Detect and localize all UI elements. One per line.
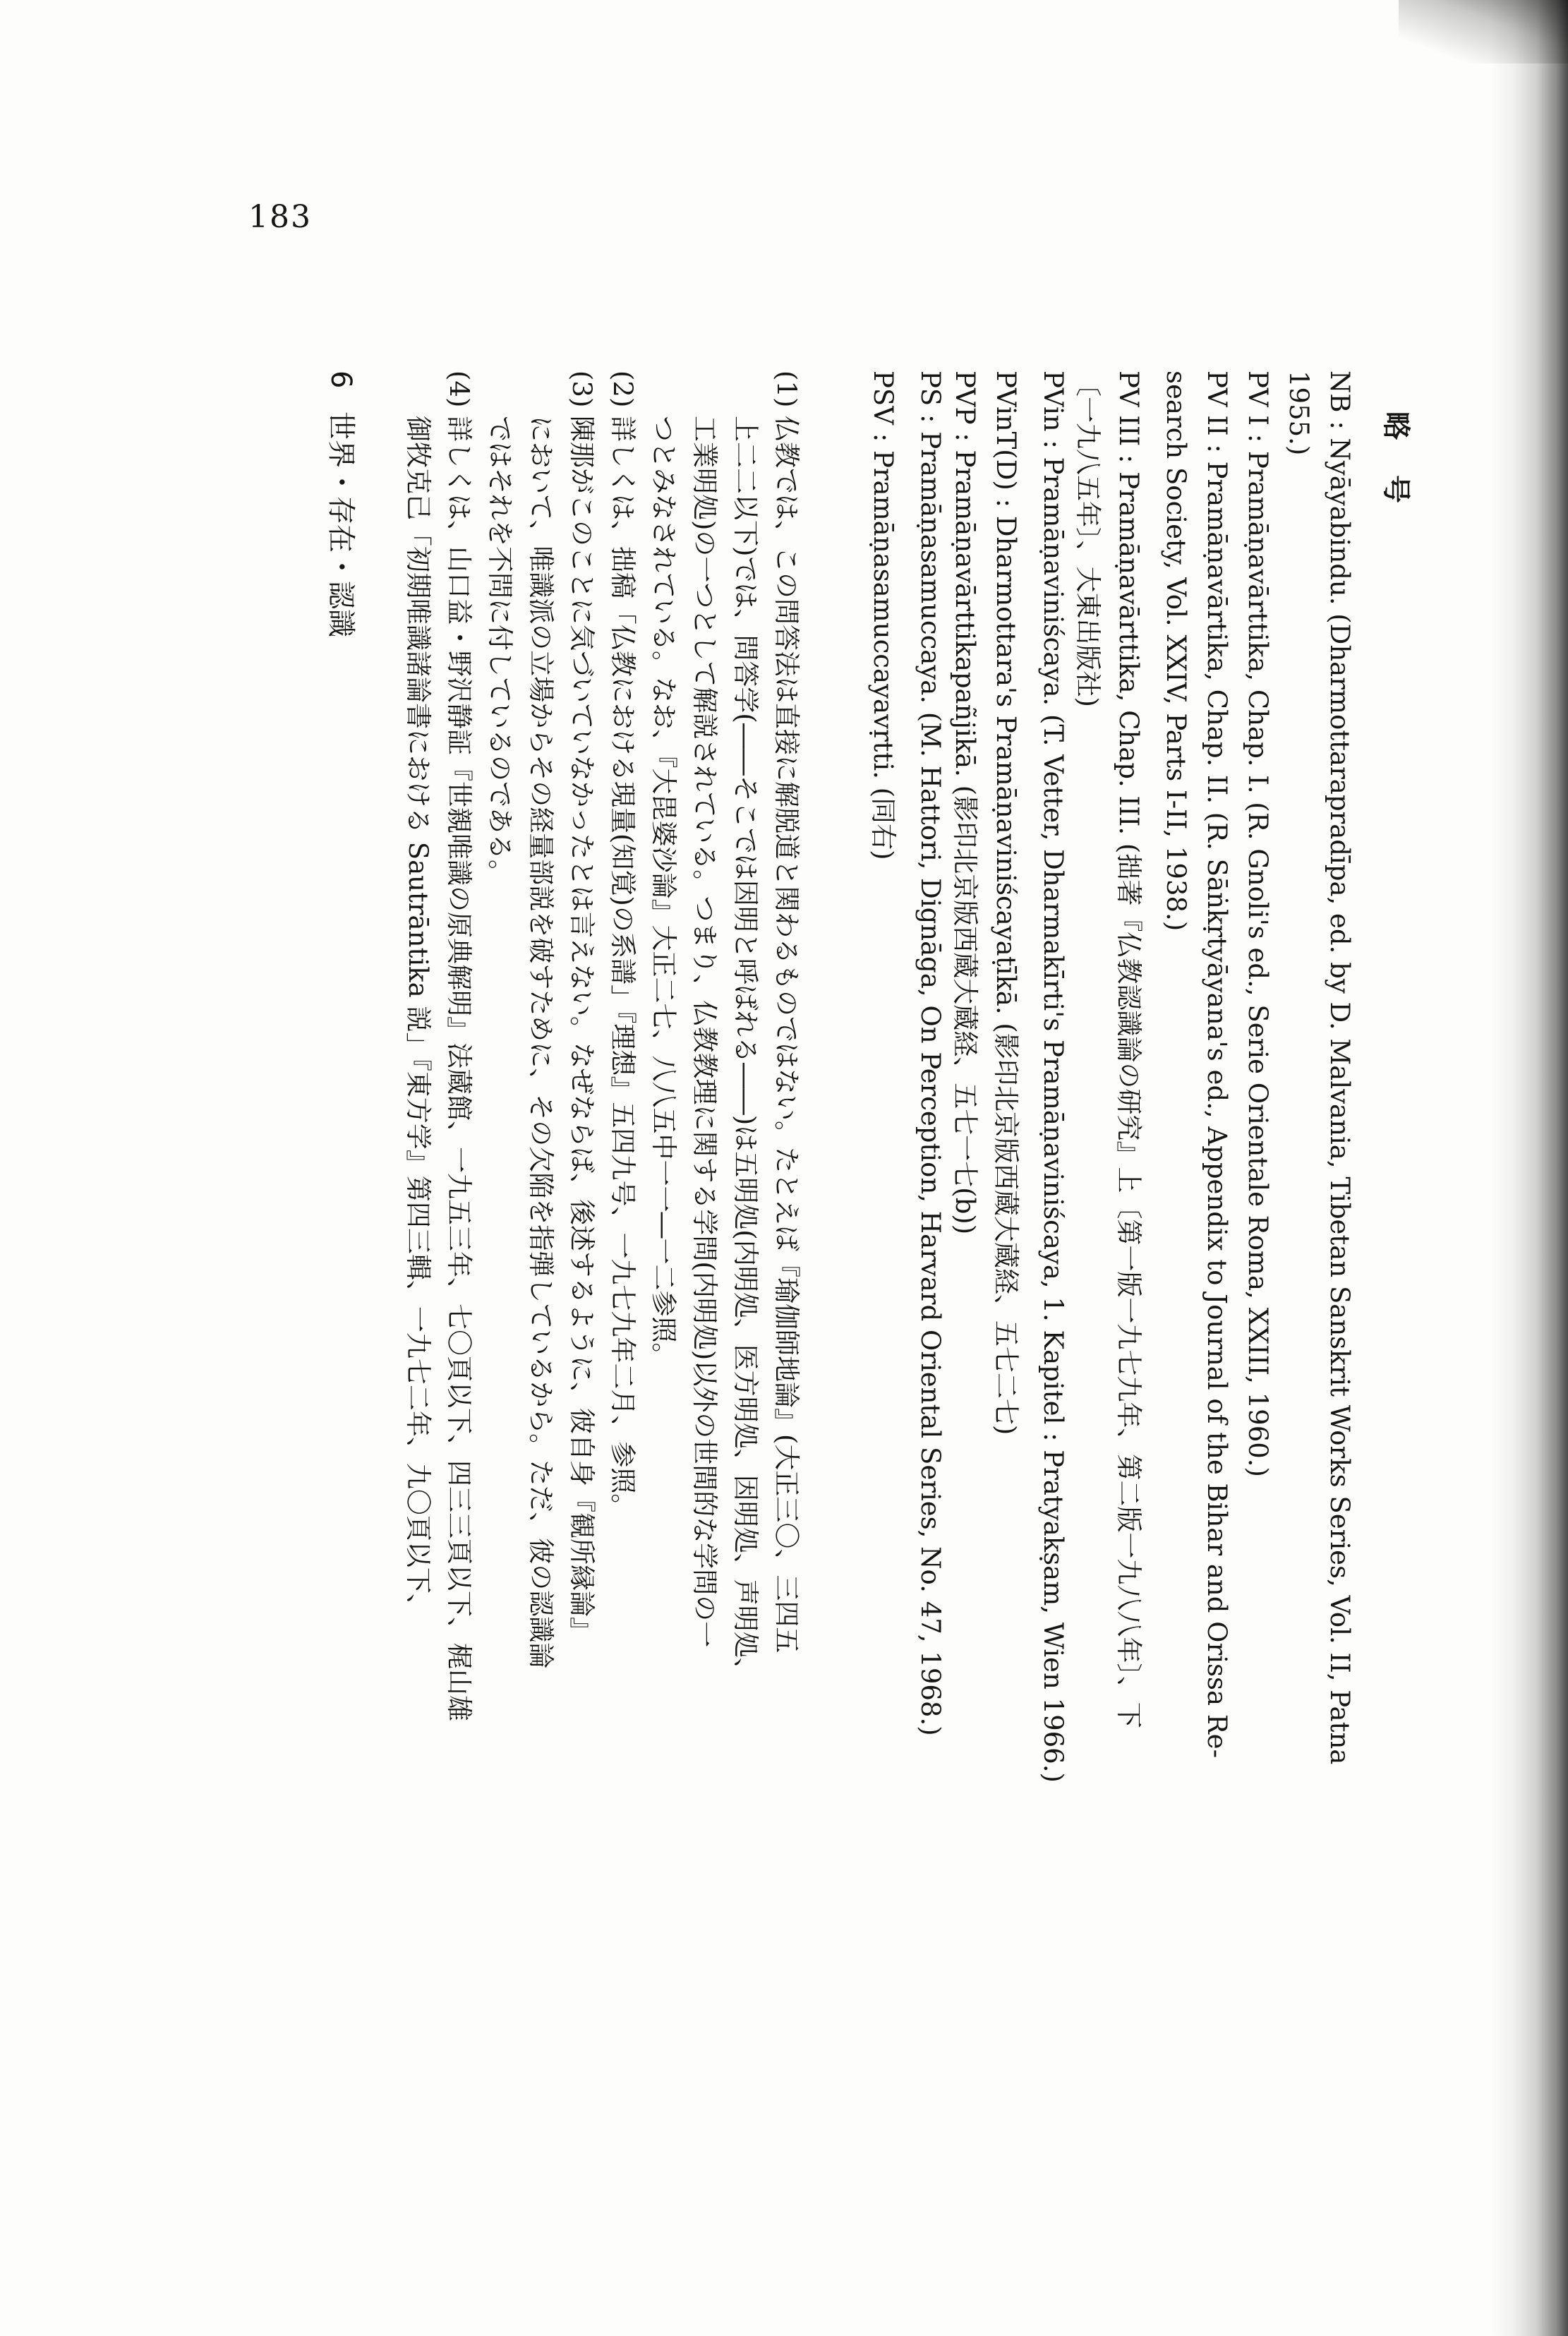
note-line: ではそれを不問に付しているのである。 bbox=[485, 416, 515, 886]
abbr-line: PS : Pramāṇasamuccaya. (M. Hattori, Dignāga, On Perception, Harvard Oriental Series, No. 47, 1968.) bbox=[915, 371, 946, 1736]
note-text: 詳しくは、拙稿「仏教における現量(知覚)の系譜」『理想』五四九号、一九七九年二月、参照。 bbox=[608, 416, 638, 1520]
abbr-line: PVP : Pramāṇavārttikapañjikā. (影印北京版西蔵大蔵経、五七一七(b)) bbox=[950, 371, 980, 1235]
abbreviations-heading: 略号 bbox=[1380, 411, 1412, 538]
running-footer bbox=[323, 371, 363, 637]
footer-title: 世界・存在・認識 bbox=[325, 411, 357, 637]
abbr-line: PVin : Pramāṇaviniścaya. (T. Vetter, Dharmakīrti's Pramāṇaviniścaya, 1. Kapitel : Pratyakṣam, Wien 1966.) bbox=[1038, 371, 1068, 1783]
note-line: 工業明処)の一つとして解説されている。つまり、仏教教理に関する学問(内明処)以外の世間的な学問の一 bbox=[689, 416, 720, 1648]
scan-corner-shadow bbox=[1399, 0, 1568, 64]
abbr-line: PV II : Pramāṇavārtika, Chap. II. (R. Sāṅkṛtyāyana's ed., Appendix to Journal of the Bihar and Orissa Re- bbox=[1202, 371, 1232, 1759]
note-line: において、唯識派の立場からその経量部説を破すために、その欠陥を指弾しているから。ただ、彼の認識論 bbox=[526, 416, 556, 1669]
note-3 bbox=[565, 371, 603, 1643]
abbr-line: search Society, Vol. XXIV, Parts I-II, 1938.) bbox=[1161, 371, 1191, 932]
abbr-line: PSV : Pramāṇasamuccayavṛtti. (同右) bbox=[868, 371, 898, 860]
note-line: 御牧克己「初期唯識諸論書における Sautrāntika 説」『東方学』第四三輯、一九七二年、九〇頁以下、 bbox=[403, 416, 433, 1620]
scan-edge-shadow bbox=[1490, 0, 1568, 2336]
note-line: つとみなされている。なお、『大毘婆沙論』大正二七、八八五中一一―一二参照。 bbox=[649, 416, 679, 1369]
rotated-text-block bbox=[233, 371, 1418, 2191]
abbr-line: 〔一九八五年〕、大東出版社) bbox=[1073, 371, 1103, 707]
note-text: 仏教では、この問答法は直接に解脱道と関わるものではない。たとえば『瑜伽師地論』(大正三〇、三四五 bbox=[771, 416, 802, 1654]
note-1 bbox=[770, 371, 808, 1653]
note-mark: (4) bbox=[444, 371, 474, 408]
note-text: 詳しくは、山口益・野沢静証『世親唯識の原典解明』法蔵館、一九五三年、七〇頁以下、四三三頁以下、梶山雄 bbox=[444, 416, 474, 1721]
note-2 bbox=[606, 371, 644, 1519]
note-line: 上二二以下)では、問答学(――そこでは因明と呼ばれる――)は五明処(内明処、医方明処、因明処、声明処、 bbox=[730, 416, 761, 1684]
abbr-line: PV I : Pramāṇavārttika, Chap. I. (R. Gnoli's ed., Serie Orientale Roma, XXIII, 1960.) bbox=[1243, 371, 1273, 1477]
footer-number: 6 bbox=[325, 371, 357, 389]
note-mark: (2) bbox=[608, 371, 638, 408]
abbr-line: PV III : Pramāṇavārttika, Chap. III. (拙著『仏教認識論の研究』上〔第一版一九七九年、第二版一九八八年〕、下 bbox=[1114, 371, 1144, 1728]
note-4 bbox=[442, 371, 481, 1721]
note-mark: (1) bbox=[771, 371, 802, 408]
abbr-line: PVinT(D) : Dharmottara's Pramāṇaviniścayaṭīkā. (影印北京版西蔵大蔵経、五七二七) bbox=[991, 371, 1021, 1435]
abbr-line: 1955.) bbox=[1284, 371, 1314, 456]
note-mark: (3) bbox=[567, 371, 597, 408]
page-number: 183 bbox=[248, 199, 312, 235]
abbr-line: NB : Nyāyabindu. (Dharmottarapradīpa, ed. by D. Malvania, Tibetan Sanskrit Works Series, Vol. II, Patna bbox=[1325, 371, 1355, 1765]
note-text: 陳那がこのことに気づいていなかったとは言えない。なぜならば、後述するように、彼自身『観所縁論』 bbox=[567, 416, 597, 1643]
